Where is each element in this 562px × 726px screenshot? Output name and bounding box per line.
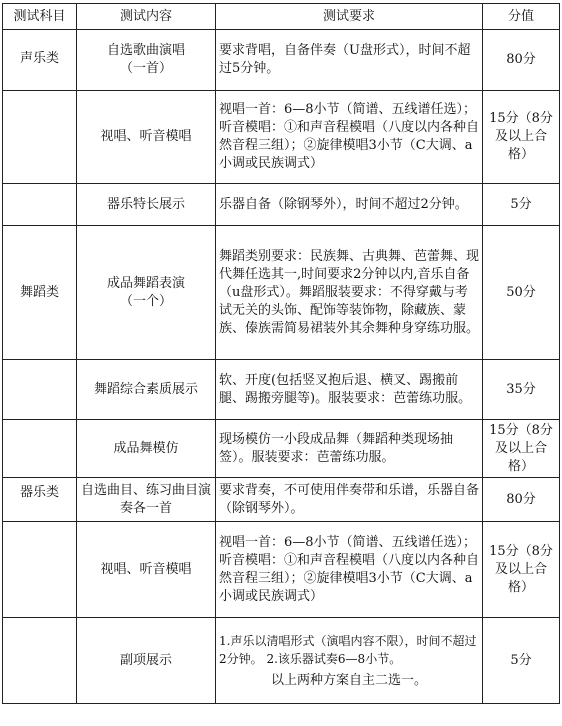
category-vocal: 声乐类: [3, 30, 77, 91]
table-row: [3, 420, 560, 478]
table-row: [3, 226, 560, 360]
score-cell: 80分: [483, 30, 560, 91]
content-cell: 成品舞蹈表演（一个）: [77, 226, 216, 360]
category-instrument: 器乐类: [3, 478, 77, 522]
requirement-cell: 视唱一首：6—8小节（简谱、五线谱任选）；听音模唱：①和声音程模唱（八度以内各种自然音程三组）；②旋律模唱3小节（C大调、a小调或民族调式）: [216, 522, 483, 618]
score-cell: 80分: [483, 478, 560, 522]
header-score: 分值: [483, 4, 560, 30]
requirement-line: 1.声乐以清唱形式（演唱内容不限），时间不超过2分钟。: [219, 633, 477, 666]
content-cell: 视唱、听音模唱: [77, 522, 216, 618]
table-row: [3, 478, 560, 522]
content-cell: 视唱、听音模唱: [77, 91, 216, 184]
content-cell: 自选曲目、练习曲目演奏各一首: [77, 478, 216, 522]
requirement-cell: 舞蹈类别要求：民族舞、古典舞、芭蕾舞、现代舞任选其一,时间要求2分钟以内,音乐自备（u盘形式）。舞蹈服装要求：不得穿戴与考试无关的头饰、配饰等装饰物，除藏族、蒙族、傣族需简易裙装外其余舞种身穿练功服。: [216, 226, 483, 360]
requirement-cell: 要求背唱，自备伴奏（U盘形式），时间不超过5分钟。: [216, 30, 483, 91]
score-cell: 15分（8分及以上合格）: [483, 420, 560, 478]
score-table-wrapper: [2, 3, 560, 704]
table-row: [3, 30, 560, 91]
requirement-cell: 现场模仿一小段成品舞（舞蹈种类现场抽签）。服装要求：芭蕾练功服。: [216, 420, 483, 478]
category-vocal-cont: [3, 91, 77, 184]
requirement-footer: 以上两种方案自主二选一。: [270, 672, 427, 688]
header-requirement: 测试要求: [216, 4, 483, 30]
score-cell: 15分（8分及以上合格）: [483, 91, 560, 184]
content-cell: 舞蹈综合素质展示: [77, 360, 216, 420]
score-cell: 5分: [483, 618, 560, 704]
content-cell: 副项展示: [77, 618, 216, 704]
content-cell: 器乐特长展示: [77, 184, 216, 226]
category-instrument-cont: [3, 618, 77, 704]
requirement-cell: 软、开度(包括竖叉抱后退、横叉、踢搬前腿、踢搬旁腿等)。服装要求：芭蕾练功服。: [216, 360, 483, 420]
score-cell: 15分（8分及以上合格）: [483, 522, 560, 618]
table-row: [3, 618, 560, 704]
score-cell: 50分: [483, 226, 560, 360]
requirement-cell: 要求背奏，不可使用伴奏带和乐谱，乐器自备（除钢琴外）。: [216, 478, 483, 522]
category-dance: 舞蹈类: [3, 226, 77, 360]
header-content: 测试内容: [77, 4, 216, 30]
score-cell: 35分: [483, 360, 560, 420]
table-row: [3, 522, 560, 618]
table-row: [3, 91, 560, 184]
table-header-row: [3, 4, 560, 30]
exam-requirements-table: [2, 3, 560, 704]
requirement-cell: 视唱一首：6—8小节（简谱、五线谱任选）；听音模唱：①和声音程模唱（八度以内各种自然音程三组）；②旋律模唱3小节（C大调、a小调或民族调式）: [216, 91, 483, 184]
header-subject: 测试科目: [3, 4, 77, 30]
category-dance-cont: [3, 420, 77, 478]
content-cell: 成品舞模仿: [77, 420, 216, 478]
category-vocal-cont: [3, 184, 77, 226]
requirement-cell: [216, 618, 483, 704]
content-cell: 自选歌曲演唱（一首）: [77, 30, 216, 91]
requirement-cell: 乐器自备（除钢琴外），时间不超过2分钟。: [216, 184, 483, 226]
category-dance-cont: [3, 360, 77, 420]
score-cell: 5分: [483, 184, 560, 226]
requirement-line: 2.该乐器试奏6—8小节。: [266, 651, 402, 666]
table-row: [3, 360, 560, 420]
table-row: [3, 184, 560, 226]
category-instrument-cont: [3, 522, 77, 618]
